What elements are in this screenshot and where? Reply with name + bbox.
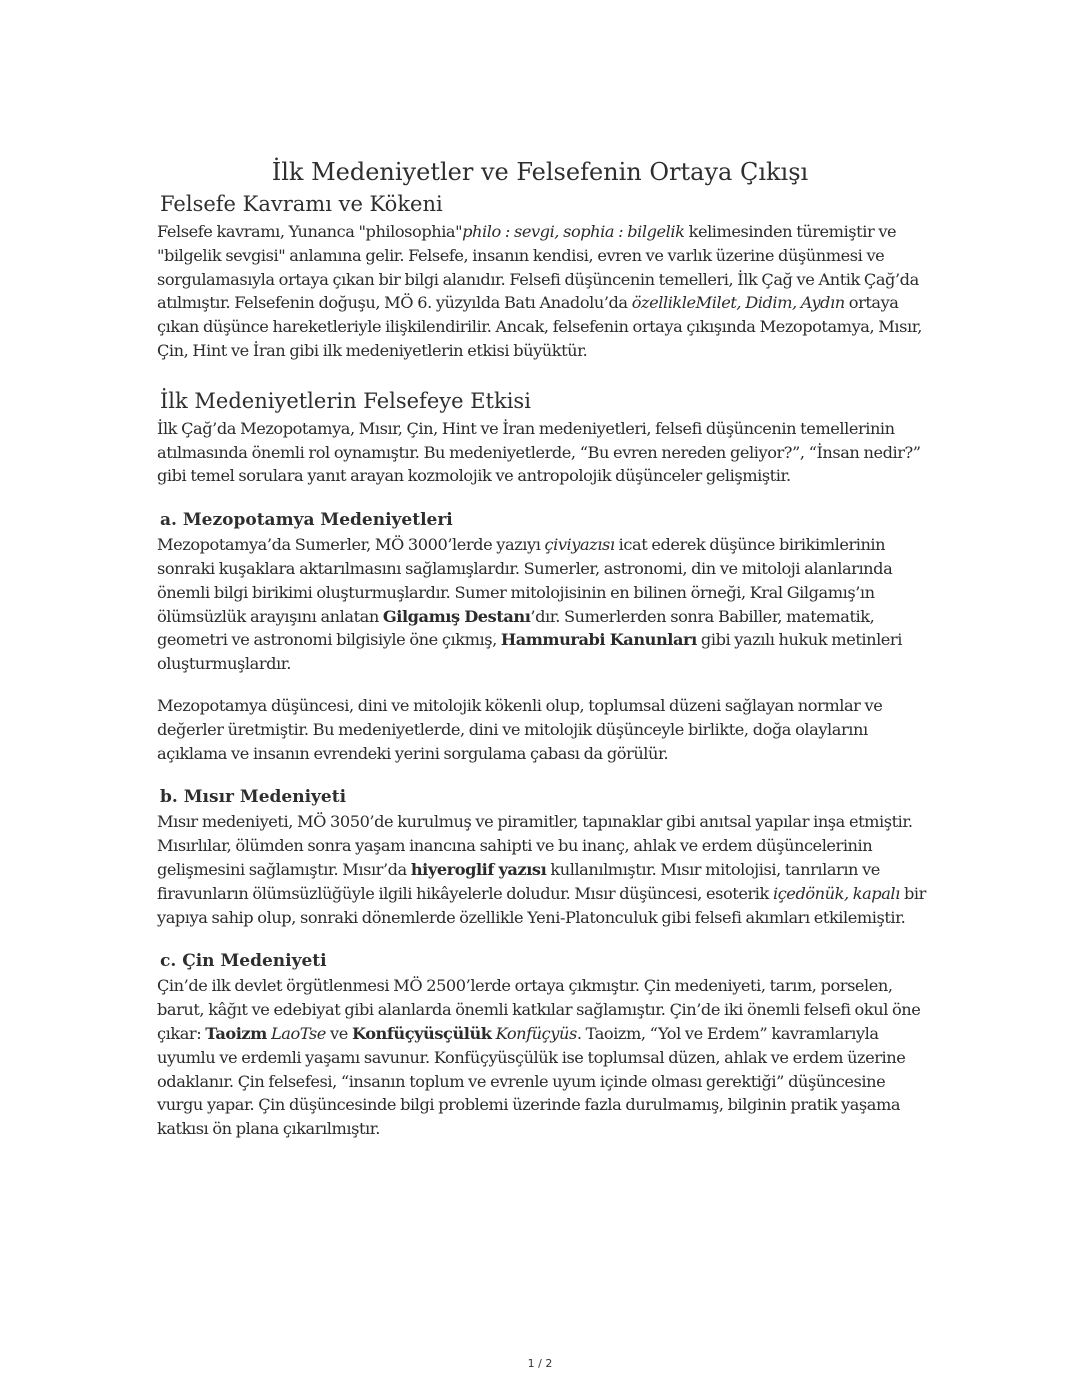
document-title: İlk Medeniyetler ve Felsefenin Ortaya Çıkışı [271, 158, 809, 186]
math-icedonuk-kapali: içedönük, kapalı [772, 883, 900, 903]
subsection-heading-misir: b. Mısır Medeniyeti [160, 787, 347, 808]
paragraph-mezopotamya-1: Mezopotamya’da Sumerler, MÖ 3000’lerde yazıyı çiviyazısı icat ederek düşünce birikimlerinin sonraki kuşaklara aktarılmasını sağlamışlardır. Sumerler, astronomi, din ve mitoloji alanlarında önemli bilgi birikimi oluşturmuşlardır. Sumer mitolojisinin en bilinen örneği, Kral Gilgamış’ın ölümsüzlük arayışını anlatan Gilgamış Destanı’dır. Sumerlerden sonra Babiller, matematik, geometri ve astronomi bilgisiyle öne çıkmış, Hammurabi Kanunları gibi yazılı hukuk metinleri oluşturmuşlardır. [157, 535, 902, 674]
math-philo-sophia: philo : sevgi, sophia : bilgelik [462, 222, 685, 241]
math-ozellikle-milet: özellikleMilet, Didim, Aydın [631, 293, 845, 313]
subsection-heading-mezopotamya: a. Mezopotamya Medeniyetleri [160, 510, 453, 531]
page-number: 1 / 2 [527, 1357, 553, 1370]
math-civiyazisi: çiviyazısı [544, 535, 615, 555]
paragraph-ilk-medeniyetler: İlk Çağ’da Mezopotamya, Mısır, Çin, Hint ve İran medeniyetleri, felsefi düşüncenin temellerinin atılmasında önemli rol oynamıştır. Bu medeniyetlerde, “Bu evren nereden geliyor?”, “İnsan nedir?” gibi temel sorulara yanıt arayan kozmolojik ve antropolojik düşünceler gelişmiştir. [157, 418, 921, 486]
math-konfucyus: Konfüçyüs [491, 1023, 577, 1043]
document-page [157, 158, 927, 1141]
bold-gilgamis-destani: Gilgamış Destanı [382, 606, 531, 626]
bold-hammurabi-kanunlari: Hammurabi Kanunları [500, 630, 697, 650]
bold-hiyeroglif-yazisi: hiyeroglif yazısı [410, 859, 547, 879]
paragraph-felsefe-kavrami: Felsefe kavramı, Yunanca "philosophia"philo : sevgi, sophia : bilgelik kelimesinden türemiştir ve "bilgelik sevgisi" anlamına gelir. Felsefe, insanın kendisi, evren ve varlık üzerine düşünmesi ve sorgulamasıyla ortaya çıkan bir bilgi alanıdır. Felsefi düşüncenin temelleri, İlk Çağ ve Antik Çağ’da atılmıştır. Felsefenin doğuşu, MÖ 6. yüzyılda Batı Anadolu’da özellikleMilet, Didim, Aydın ortaya çıkan düşünce hareketleriyle ilişkilendirilir. Ancak, felsefenin ortaya çıkışında Mezopotamya, Mısır, Çin, Hint ve İran gibi ilk medeniyetlerin etkisi büyüktür. [157, 222, 922, 360]
bold-taoizm: Taoizm [205, 1023, 267, 1043]
section-heading-ilk-medeniyetler: İlk Medeniyetlerin Felsefeye Etkisi [160, 388, 531, 413]
paragraph-misir: Mısır medeniyeti, MÖ 3050’de kurulmuş ve piramitler, tapınaklar gibi anıtsal yapılar inşa etmiştir. Mısırlılar, ölümden sonra yaşam inancına sahipti ve bu inanç, ahlak ve erdem düşüncelerinin gelişmesini sağlamıştır. Mısır’da hiyeroglif yazısı kullanılmıştır. Mısır mitolojisi, tanrıların ve firavunların ölümsüzlüğüyle ilgili hikâyelerle doludur. Mısır düşüncesi, esoterik içedönük, kapalı bir yapıya sahip olup, sonraki dönemlerde özellikle Yeni-Platonculuk gibi felsefi akımları etkilemiştir. [157, 812, 926, 927]
bold-konfucyusculuk: Konfüçyüsçülük [351, 1023, 492, 1043]
math-laotse: LaoTse [266, 1023, 326, 1043]
section-heading-felsefe-kavrami: Felsefe Kavramı ve Kökeni [160, 192, 443, 216]
paragraph-cin: Çin’de ilk devlet örgütlenmesi MÖ 2500’lerde ortaya çıkmıştır. Çin medeniyeti, tarım, porselen, barut, kâğıt ve edebiyat gibi alanlarda önemli katkılar sağlamıştır. Çin’de iki önemli felsefi okul öne çıkar: Taoizm LaoTse ve Konfüçyüsçülük Konfüçyüs. Taoizm, “Yol ve Erdem” kavramlarıyla uyumlu ve erdemli yaşamı savunur. Konfüçyüsçülük ise toplumsal düzen, ahlak ve erdem üzerine odaklanır. Çin felsefesi, “insanın toplum ve evrenle uyum içinde olması gerektiği” düşüncesine vurgu yapar. Çin düşüncesinde bilgi problemi üzerinde fazla durulmamış, bilginin pratik yaşama katkısı ön plana çıkarılmıştır. [157, 976, 921, 1139]
paragraph-mezopotamya-2: Mezopotamya düşüncesi, dini ve mitolojik kökenli olup, toplumsal düzeni sağlayan normlar ve değerler üretmiştir. Bu medeniyetlerde, dini ve mitolojik düşünceyle birlikte, doğa olaylarını açıklama ve insanın evrendeki yerini sorgulama çabası da görülür. [157, 695, 883, 763]
subsection-heading-cin: c. Çin Medeniyeti [160, 951, 327, 972]
